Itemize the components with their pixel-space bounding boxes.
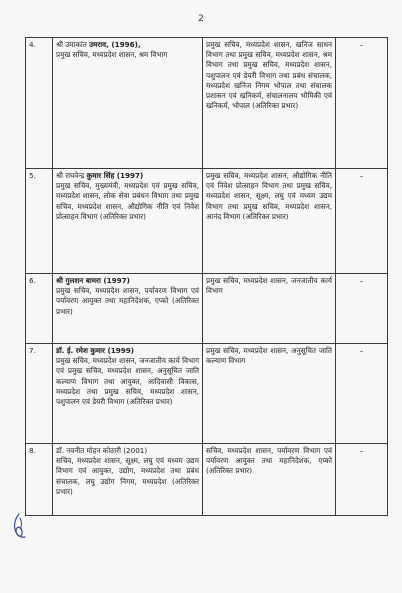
table-row (26, 344, 388, 444)
serial-number: 5. (26, 169, 53, 274)
serial-number: 4. (26, 38, 53, 169)
remark: – (336, 444, 388, 516)
page-number: 2 (198, 14, 204, 24)
officer-name-prefix: श्री उमाकांत (56, 40, 90, 49)
table-row (26, 169, 388, 274)
remark: – (336, 274, 388, 344)
transfer-order-table (25, 37, 388, 516)
officer-cell (53, 444, 203, 516)
remark: – (336, 38, 388, 169)
table-row (26, 38, 388, 169)
serial-number: 8. (26, 444, 53, 516)
signature-icon (10, 512, 28, 540)
current-post: प्रमुख सचिव, मध्यप्रदेश शासन, श्रम विभाग (56, 50, 168, 60)
officer-name-prefix: श्री राघवेन्द्र (56, 171, 87, 180)
officer-cell (53, 169, 203, 274)
serial-number: 7. (26, 344, 53, 444)
table-row (26, 444, 388, 516)
new-post: प्रमुख सचिव, मध्यप्रदेश शासन, अनुसूचित जाति कल्याण विभाग (203, 344, 336, 444)
table-row (26, 274, 388, 344)
officer-name: श्री गुलशन बामरा (1997) (56, 276, 130, 285)
new-post: प्रमुख सचिव, मध्यप्रदेश शासन, औद्योगिक नीति एवं निवेश प्रोत्साहन विभाग तथा प्रमुख सचिव, मध्यप्रदेश शासन, सूक्ष्म, लघु एवं मध्यम उद्यम विभाग तथा प्रमुख सचिव, मध्यप्रदेश शासन, आनंद विभाग (अतिरिक्त प्रभार) (203, 169, 336, 274)
serial-number: 6. (26, 274, 53, 344)
officer-cell (53, 344, 203, 444)
current-post: प्रमुख सचिव, मध्यप्रदेश शासन, जनजातीय कार्य विभाग एवं प्रमुख सचिव, मध्यप्रदेश शासन, अनुसूचित जाति कल्याण विभाग तथा आयुक्त, आदिवासी विकास, मध्यप्रदेश तथा प्रमुख सचिव, मध्यप्रदेश शासन, पशुपालन एवं डेयरी विभाग (अतिरिक्त प्रभार) (56, 356, 199, 407)
officer-name: डॉ. ई. रमेश कुमार (1999) (56, 346, 135, 355)
officer-cell (53, 38, 203, 169)
current-post: प्रमुख सचिव, मध्यप्रदेश शासन, पर्यावरण विभाग एवं पर्यावरण आयुक्त तथा महानिदेशक, एप्को (अतिरिक्त प्रभार) (56, 286, 199, 316)
new-post: प्रमुख सचिव, मध्यप्रदेश शासन, जनजातीय कार्य विभाग (203, 274, 336, 344)
current-post: प्रमुख सचिव, मुख्यमंत्री, मध्यप्रदेश एवं प्रमुख सचिव, मध्यप्रदेश शासन, लोक सेवा प्रबंधन विभाग तथा प्रमुख सचिव, मध्यप्रदेश शासन, औद्योगिक नीति एवं निवेश प्रोत्साहन विभाग (अतिरिक्त प्रभार) (56, 181, 199, 221)
new-post: सचिव, मध्यप्रदेश शासन, पर्यावरण विभाग एवं पर्यावरण आयुक्त तथा महानिदेशक, एप्को (अतिरिक्त प्रभार) (203, 444, 336, 516)
new-post: प्रमुख सचिव, मध्यप्रदेश शासन, खनिज साधन विभाग तथा प्रमुख सचिव, मध्यप्रदेश शासन, श्रम विभाग तथा प्रमुख सचिव, मध्यप्रदेश शासन, पशुपालन एवं डेयरी विभाग तथा प्रबंध संचालक, मध्यप्रदेश खनिज निगम भोपाल तथा संचालक प्रशासन एवं खनिकर्म, संचालनालय भौमिकी एवं खनिकर्म, भोपाल (अतिरिक्त प्रभार) (203, 38, 336, 169)
current-post: सचिव, मध्यप्रदेश शासन, सूक्ष्म, लघु एवं मध्यम उद्यम विभाग एवं आयुक्त, उद्योग, मध्यप्रदेश तथा प्रबंध संचालक, लघु उद्योग निगम, मध्यप्रदेश (अतिरिक्त प्रभार) (56, 456, 199, 496)
officer-name: उमराव, (1996), (89, 40, 141, 49)
officer-cell (53, 274, 203, 344)
officer-name: डॉ. नवनीत मोहन कोठारी (2001) (56, 446, 148, 455)
officer-name: कुमार सिंह (1997) (86, 171, 144, 180)
remark: – (336, 344, 388, 444)
remark: – (336, 169, 388, 274)
